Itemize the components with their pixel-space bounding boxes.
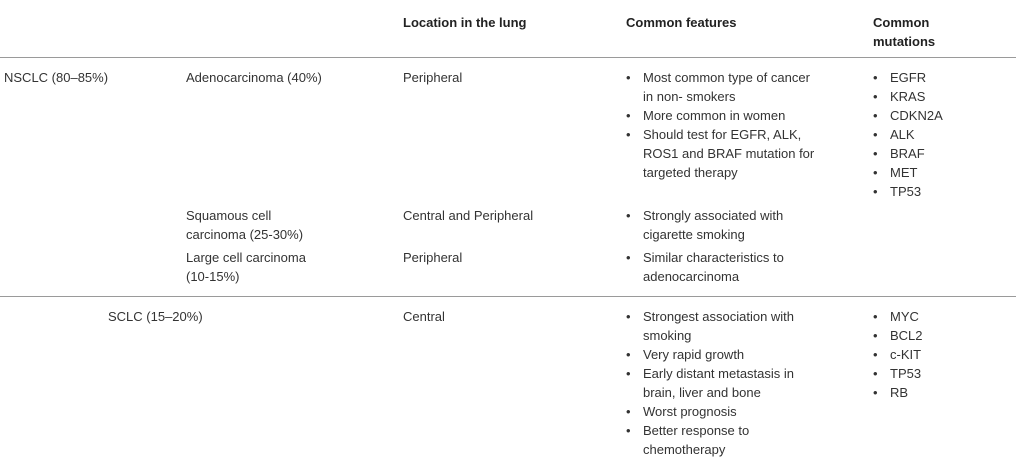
sclc-features-list	[626, 307, 794, 459]
large-cell-name-line1: Large cell carcinoma	[186, 250, 306, 265]
feature-text: Similar characteristics to	[643, 250, 784, 265]
mutation-item: • MYC	[873, 307, 923, 326]
group-divider	[0, 296, 1016, 297]
sclc-mutations-list	[873, 307, 923, 402]
sclc-feature-item	[626, 402, 794, 421]
squamous-name-line2: carcinoma (25-30%)	[186, 227, 304, 242]
nsclc-mutations-list	[873, 68, 943, 201]
header-location: Location in the lung	[403, 15, 527, 30]
feature-text: in non- smokers	[643, 89, 736, 104]
feature-text: Early distant metastasis in	[643, 366, 795, 381]
feature-text: More common in women	[643, 108, 786, 123]
large-cell-feature-item	[626, 248, 784, 286]
squamous-name-line1: Squamous cell	[186, 208, 272, 223]
large-cell-name-line2: (10-15%)	[186, 269, 240, 284]
sclc-feature-item	[626, 307, 794, 345]
adenocarcinoma-features-list	[626, 68, 814, 182]
mutation-item: • MET	[873, 163, 943, 182]
mutation-item: • TP53	[873, 364, 923, 383]
mutation-item: • TP53	[873, 182, 943, 201]
feature-text: Very rapid growth	[643, 347, 745, 362]
mutation-item: • BCL2	[873, 326, 923, 345]
feature-text: Worst prognosis	[643, 404, 737, 419]
feature-text: ROS1 and BRAF mutation for	[643, 146, 815, 161]
mutation-item: • RB	[873, 383, 923, 402]
squamous-features-list	[626, 206, 783, 244]
feature-text: Better response to	[643, 423, 750, 438]
mutation-item: • c-KIT	[873, 345, 923, 364]
adenocarcinoma-feature-item	[626, 125, 814, 182]
header-common-mutations-line2: mutations	[873, 34, 936, 49]
feature-text: Most common type of cancer	[643, 70, 810, 85]
sclc-location: Central	[403, 309, 445, 324]
mutation-item: • KRAS	[873, 87, 943, 106]
large-cell-features-list	[626, 248, 784, 286]
sclc-group-label: SCLC (15–20%)	[108, 309, 203, 324]
feature-text: Strongest association with	[643, 309, 795, 324]
sclc-feature-item	[626, 421, 794, 459]
header-common-mutations-line1: Common	[873, 15, 930, 30]
sclc-feature-item	[626, 345, 794, 364]
large-cell-location: Peripheral	[403, 250, 463, 265]
feature-text: targeted therapy	[643, 165, 738, 180]
feature-text: Should test for EGFR, ALK,	[643, 127, 802, 142]
feature-text: brain, liver and bone	[643, 385, 761, 400]
adenocarcinoma-name: Adenocarcinoma (40%)	[186, 70, 322, 85]
squamous-feature-item	[626, 206, 783, 244]
header-common-features: Common features	[626, 15, 737, 30]
feature-text: cigarette smoking	[643, 227, 745, 242]
feature-text: chemotherapy	[643, 442, 726, 457]
adenocarcinoma-location: Peripheral	[403, 70, 463, 85]
header-divider	[0, 57, 1016, 58]
feature-text: adenocarcinoma	[643, 269, 740, 284]
sclc-feature-item	[626, 364, 794, 402]
adenocarcinoma-feature-item	[626, 68, 814, 106]
squamous-location: Central and Peripheral	[403, 208, 534, 223]
nsclc-group-label: NSCLC (80–85%)	[4, 70, 109, 85]
mutation-item: • EGFR	[873, 68, 943, 87]
mutation-item: • ALK	[873, 125, 943, 144]
mutation-item: • CDKN2A	[873, 106, 943, 125]
feature-text: Strongly associated with	[643, 208, 784, 223]
mutation-item: • BRAF	[873, 144, 943, 163]
feature-text: smoking	[643, 328, 692, 343]
adenocarcinoma-feature-item	[626, 106, 814, 125]
